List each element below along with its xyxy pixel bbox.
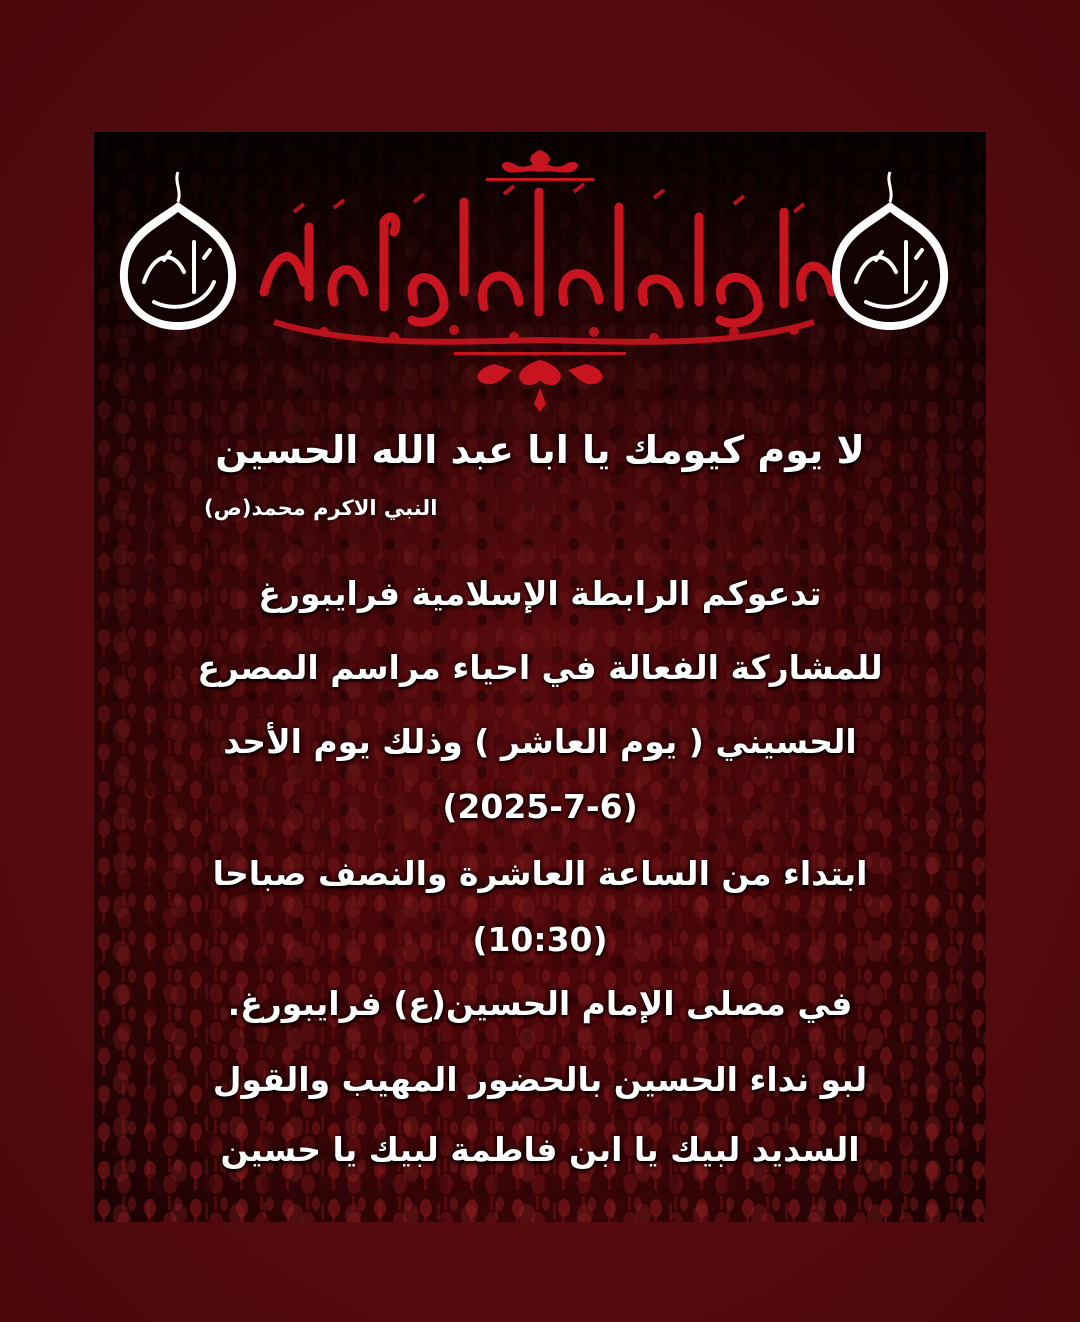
body-line-3: الحسيني ( يوم العاشر ) وذلك يوم الأحد: [223, 722, 857, 761]
time-line: (10:30): [472, 920, 608, 959]
top-ornament-icon: [486, 150, 594, 181]
body-line-8: لبو نداء الحسين بالحضور المهيب والقول: [212, 1060, 868, 1099]
attribution: النبي الاكرم محمد(ص): [204, 496, 438, 520]
right-medallion-icon: [832, 172, 948, 330]
body-line-2: للمشاركة الفعالة في احياء مراسم المصرع: [197, 648, 883, 687]
body-line-5: ابتداء من الساعة العاشرة والنصف صباحا: [212, 854, 868, 893]
headline: لا يوم كيومك يا ابا عبد الله الحسين: [215, 428, 865, 472]
calligraphy-icon: [264, 192, 832, 323]
body-line-1: تدعوكم الرابطة الإسلامية فرايبورغ: [258, 574, 822, 613]
date-line: (2025-7-6): [442, 787, 638, 826]
left-medallion-icon: [120, 172, 236, 330]
poster: [94, 132, 986, 1222]
calligraphy-banner: [94, 132, 986, 422]
bottom-ornament-icon: [454, 352, 626, 412]
body-line-7: في مصلى الإمام الحسين(ع) فرايبورغ.: [227, 984, 853, 1023]
body-line-9: السديد لبيك يا ابن فاطمة لبيك يا حسين: [220, 1130, 860, 1169]
